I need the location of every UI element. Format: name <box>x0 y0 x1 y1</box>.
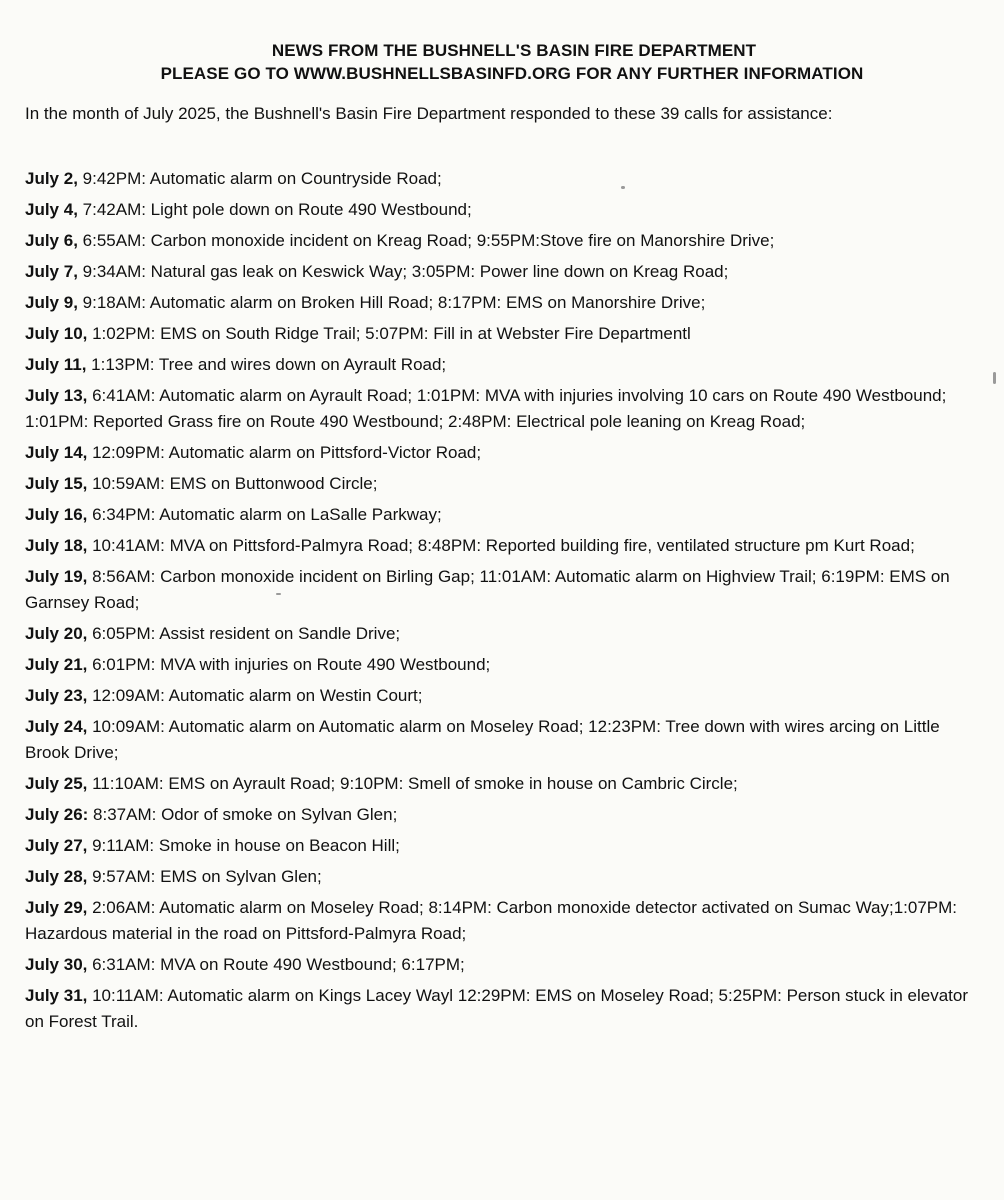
entry-date: July 16, <box>25 505 88 524</box>
entry-details: 9:11AM: Smoke in house on Beacon Hill; <box>87 836 400 855</box>
header-website-notice: PLEASE GO TO WWW.BUSHNELLSBASINFD.ORG FOR ANY FURTHER INFORMATION <box>160 64 864 83</box>
call-log-entry <box>25 952 980 978</box>
entry-details: 7:42AM: Light pole down on Route 490 Westbound; <box>77 200 472 219</box>
entry-date: July 4, <box>25 200 78 219</box>
call-log-entry <box>25 771 980 797</box>
call-log-entry <box>25 683 980 709</box>
call-log-entry <box>25 621 980 647</box>
entry-details: 10:59AM: EMS on Buttonwood Circle; <box>87 474 378 493</box>
call-log-list <box>25 166 980 1040</box>
entry-date: July 23, <box>25 686 88 705</box>
entry-details: 8:37AM: Odor of smoke on Sylvan Glen; <box>88 805 398 824</box>
call-log-entry <box>25 652 980 678</box>
entry-details: 6:31AM: MVA on Route 490 Westbound; 6:17PM; <box>87 955 465 974</box>
entry-details: 1:02PM: EMS on South Ridge Trail; 5:07PM: Fill in at Webster Fire Departmentl <box>87 324 691 343</box>
entry-details: 2:06AM: Automatic alarm on Moseley Road; 8:14PM: Carbon monoxide detector activated on Sumac Way;1:07PM: Hazardous material in the road on Pittsford-Palmyra Road; <box>25 898 958 943</box>
scan-speck <box>276 593 281 595</box>
entry-details: 10:11AM: Automatic alarm on Kings Lacey Wayl 12:29PM: EMS on Moseley Road; 5:25PM: Person stuck in elevator on Forest Trail. <box>25 986 969 1031</box>
entry-details: 9:57AM: EMS on Sylvan Glen; <box>87 867 322 886</box>
entry-date: July 7, <box>25 262 78 281</box>
call-log-entry <box>25 714 980 766</box>
entry-date: July 20, <box>25 624 88 643</box>
call-log-entry <box>25 383 980 435</box>
entry-date: July 11, <box>25 355 87 374</box>
entry-details: 1:13PM: Tree and wires down on Ayrault Road; <box>86 355 447 374</box>
entry-date: July 29, <box>25 898 88 917</box>
call-log-entry <box>25 166 980 192</box>
entry-details: 6:55AM: Carbon monoxide incident on Kreag Road; 9:55PM:Stove fire on Manorshire Drive; <box>77 231 775 250</box>
call-log-entry <box>25 352 980 378</box>
entry-date: July 19, <box>25 567 88 586</box>
entry-details: 11:10AM: EMS on Ayrault Road; 9:10PM: Smell of smoke in house on Cambric Circle; <box>87 774 738 793</box>
call-log-entry <box>25 228 980 254</box>
entry-date: July 14, <box>25 443 88 462</box>
entry-details: 8:56AM: Carbon monoxide incident on Birling Gap; 11:01AM: Automatic alarm on Highview Trail; 6:19PM: EMS on Garnsey Road; <box>25 567 950 612</box>
entry-details: 6:01PM: MVA with injuries on Route 490 Westbound; <box>87 655 491 674</box>
entry-date: July 24, <box>25 717 88 736</box>
entry-date: July 21, <box>25 655 88 674</box>
call-log-entry <box>25 564 980 616</box>
entry-date: July 25, <box>25 774 88 793</box>
call-log-entry <box>25 259 980 285</box>
entry-date: July 6, <box>25 231 78 250</box>
scan-speck <box>993 372 996 384</box>
call-log-entry <box>25 983 980 1035</box>
entry-details: 12:09PM: Automatic alarm on Pittsford-Victor Road; <box>87 443 482 462</box>
entry-date: July 30, <box>25 955 88 974</box>
entry-date: July 9, <box>25 293 78 312</box>
intro-paragraph: In the month of July 2025, the Bushnell's Basin Fire Department responded to these 39 calls for assistance: <box>25 104 833 123</box>
entry-date: July 13, <box>25 386 88 405</box>
entry-date: July 31, <box>25 986 88 1005</box>
entry-details: 10:09AM: Automatic alarm on Automatic alarm on Moseley Road; 12:23PM: Tree down with wires arcing on Little Brook Drive; <box>25 717 940 762</box>
entry-date: July 10, <box>25 324 88 343</box>
call-log-entry <box>25 290 980 316</box>
entry-date: July 2, <box>25 169 78 188</box>
call-log-entry <box>25 802 980 828</box>
entry-date: July 15, <box>25 474 88 493</box>
entry-details: 10:41AM: MVA on Pittsford-Palmyra Road; 8:48PM: Reported building fire, ventilated structure pm Kurt Road; <box>87 536 915 555</box>
entry-details: 9:42PM: Automatic alarm on Countryside Road; <box>77 169 442 188</box>
entry-date: July 26: <box>25 805 89 824</box>
call-log-entry <box>25 864 980 890</box>
call-log-entry <box>25 533 980 559</box>
call-log-entry <box>25 895 980 947</box>
entry-date: July 27, <box>25 836 88 855</box>
call-log-entry <box>25 321 980 347</box>
entry-details: 9:34AM: Natural gas leak on Keswick Way; 3:05PM: Power line down on Kreag Road; <box>77 262 729 281</box>
header-title: NEWS FROM THE BUSHNELL'S BASIN FIRE DEPARTMENT <box>271 41 757 60</box>
entry-details: 6:05PM: Assist resident on Sandle Drive; <box>87 624 401 643</box>
call-log-entry <box>25 471 980 497</box>
call-log-entry <box>25 502 980 528</box>
call-log-entry <box>25 197 980 223</box>
entry-details: 6:34PM: Automatic alarm on LaSalle Parkway; <box>87 505 442 524</box>
entry-date: July 18, <box>25 536 88 555</box>
call-log-entry <box>25 440 980 466</box>
entry-date: July 28, <box>25 867 88 886</box>
entry-details: 6:41AM: Automatic alarm on Ayrault Road; 1:01PM: MVA with injuries involving 10 cars on Route 490 Westbound; 1:01PM: Reported Grass fire on Route 490 Westbound; 2:48PM: Electrical pole leaning on Kreag Road; <box>25 386 947 431</box>
entry-details: 9:18AM: Automatic alarm on Broken Hill Road; 8:17PM: EMS on Manorshire Drive; <box>77 293 706 312</box>
entry-details: 12:09AM: Automatic alarm on Westin Court; <box>87 686 423 705</box>
call-log-entry <box>25 833 980 859</box>
scan-speck <box>621 186 625 189</box>
